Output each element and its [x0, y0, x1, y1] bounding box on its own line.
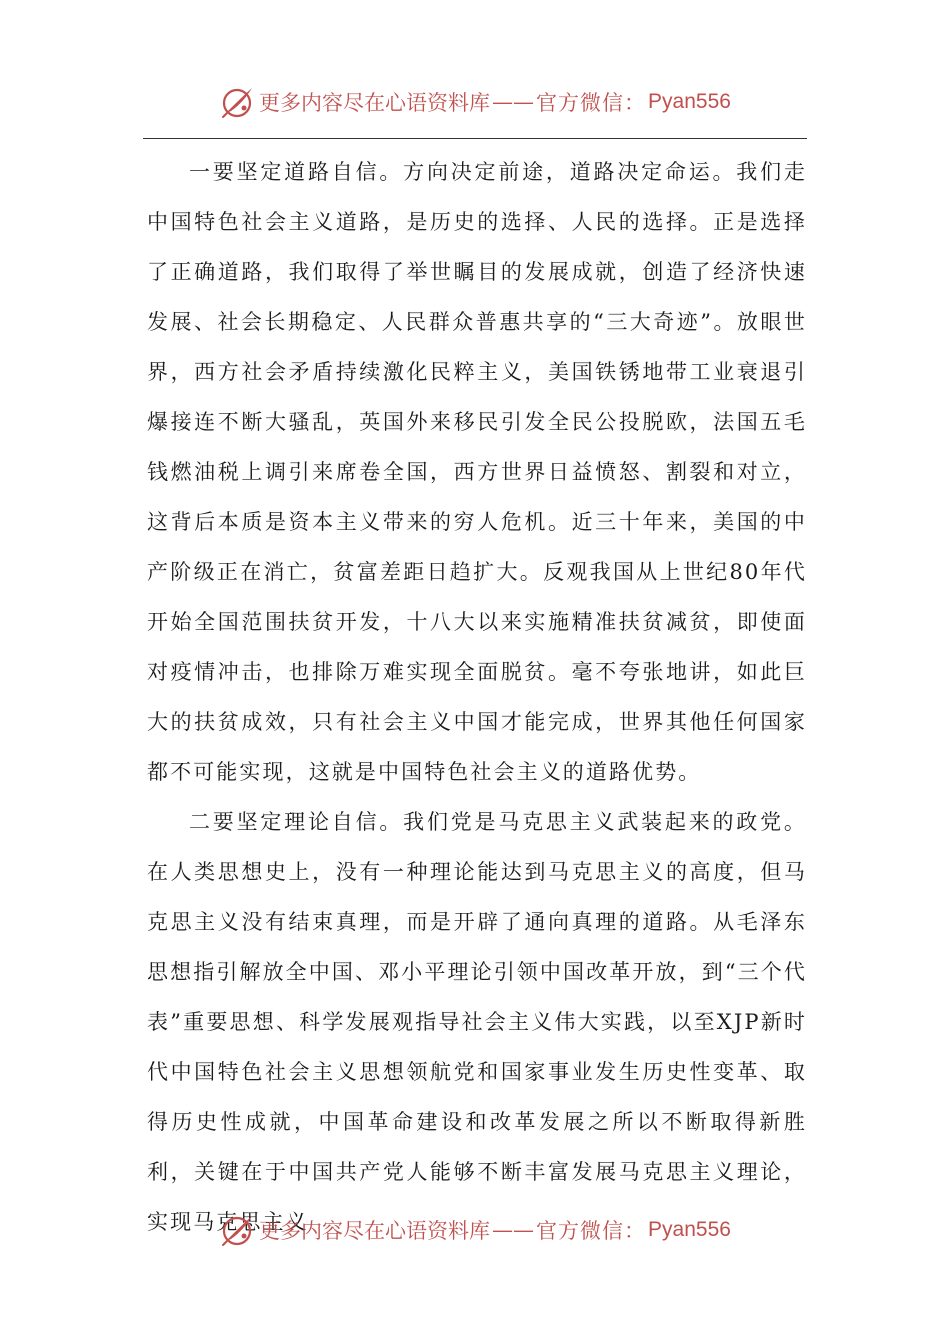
banner-text: 更多内容尽在心语资料库: [259, 91, 491, 115]
wechat-label: 官方微信：: [536, 1219, 647, 1243]
wechat-label: 官方微信：: [536, 91, 647, 115]
header-watermark-banner: [0, 84, 950, 120]
header-divider: [143, 138, 807, 139]
banner-separator: ——: [492, 90, 535, 114]
footer-watermark-banner: [0, 1212, 950, 1248]
document-body: [147, 147, 807, 1247]
paragraph-road-confidence: 一要坚定道路自信。方向决定前途，道路决定命运。我们走中国特色社会主义道路，是历史的选择、人民的选择。正是选择了正确道路，我们取得了举世瞩目的发展成就，创造了经济快速发展、社会长期稳定、人民群众普惠共享的“三大奇迹”。放眼世界，西方社会矛盾持续激化民粹主义，美国铁锈地带工业衰退引爆接连不断大骚乱，英国外来移民引发全民公投脱欧，法国五毛钱燃油税上调引来席卷全国，西方世界日益愤怒、割裂和对立，这背后本质是资本主义带来的穷人危机。近三十年来，美国的中产阶级正在消亡，贫富差距日趋扩大。反观我国从上世纪80年代开始全国范围扶贫开发，十八大以来实施精准扶贫减贫，即使面对疫情冲击，也排除万难实现全面脱贫。毫不夸张地讲，如此巨大的扶贫成效，只有社会主义中国才能完成，世界其他任何国家都不可能实现，这就是中国特色社会主义的道路优势。: [147, 160, 807, 784]
quill-pen-logo-icon: [219, 84, 255, 120]
quill-pen-logo-icon: [219, 1212, 255, 1248]
paragraph-theory-confidence: 二要坚定理论自信。我们党是马克思主义武装起来的政党。在人类思想史上，没有一种理论能达到马克思主义的高度，但马克思主义没有结束真理，而是开辟了通向真理的道路。从毛泽东思想指引解放全中国、邓小平理论引领中国改革开放，到“三个代表”重要思想、科学发展观指导社会主义伟大实践，以至XJP新时代中国特色社会主义思想领航党和国家事业发生历史性变革、取得历史性成就，中国革命建设和改革发展之所以不断取得新胜利，关键在于中国共产党人能够不断丰富发展马克思主义理论，实现马克思主义: [147, 810, 807, 1234]
banner-text: 更多内容尽在心语资料库: [259, 1219, 491, 1243]
wechat-id: Pyan556: [648, 90, 731, 113]
wechat-id: Pyan556: [648, 1218, 731, 1241]
banner-separator: ——: [492, 1218, 535, 1242]
